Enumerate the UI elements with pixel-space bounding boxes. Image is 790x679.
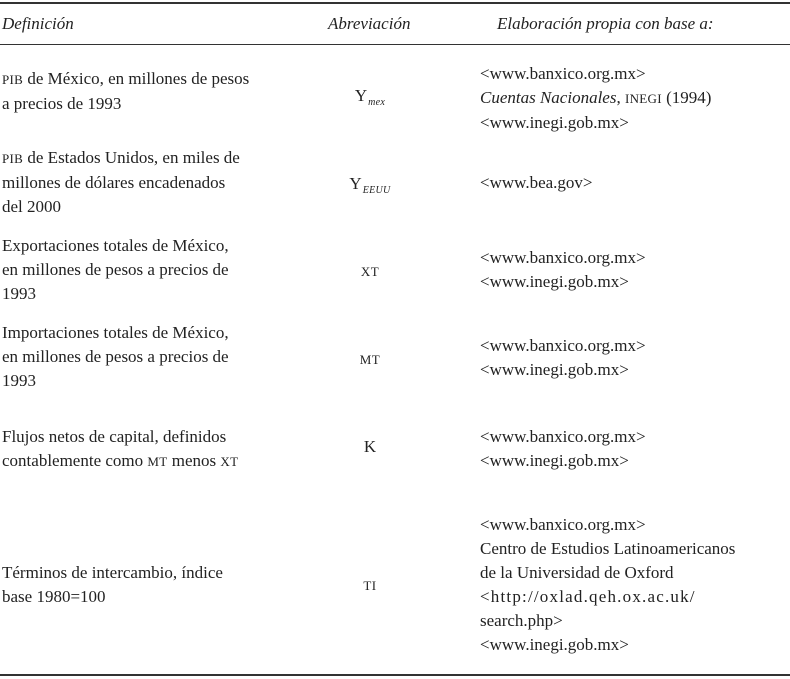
row-6-abbreviation: TI [363,578,377,593]
row-1-source: <www.banxico.org.mx> Cuentas Nacionales, INEGI (1994) <www.inegi.gob.mx> [480,64,712,132]
row-1-def-prefix: PIB [2,72,24,87]
table-top-rule [0,2,790,4]
row-2-source: <www.bea.gov> [480,173,593,192]
row-5-abbreviation: K [363,437,377,456]
row-5-source: <www.banxico.org.mx> <www.inegi.gob.mx> [480,427,646,470]
row-3-definition: Exportaciones totales de México, en millones de pesos a precios de 1993 [2,236,229,303]
header-definition: Definición [2,14,74,33]
row-3-source: <www.banxico.org.mx> <www.inegi.gob.mx> [480,248,646,291]
table-header-rule [0,44,790,45]
row-1-definition: PIB de México, en millones de pesos a precios de 1993 [2,69,250,113]
header-abbreviation: Abreviación [328,14,411,33]
row-2-definition: PIB de Estados Unidos, en miles de millones de dólares encadenados del 2000 [2,148,240,216]
row-5-definition: Flujos netos de capital, definidos contablemente como MT menos XT [2,427,239,470]
row-4-abbreviation: MT [359,352,381,367]
table-bottom-rule [0,674,790,676]
row-4-definition: Importaciones totales de México, en millones de pesos a precios de 1993 [2,323,229,390]
row-3-abbreviation: XT [360,264,380,279]
row-1-abbreviation: $Y_{mex}$ [354,86,386,108]
row-2-abbreviation: $Y_{EEUU}$ [349,174,391,196]
row-6-definition: Términos de intercambio, índice base 1980=100 [2,563,223,606]
row-6-source: <www.banxico.org.mx> Centro de Estudios Latinoamericanos de la Universidad de Oxford <http://oxlad.qeh.ox.ac.uk/ search.php> <www.inegi.gob.mx> [480,515,736,654]
header-source: Elaboración propia con base a: [497,14,714,33]
row-4-source: <www.banxico.org.mx> <www.inegi.gob.mx> [480,336,646,379]
